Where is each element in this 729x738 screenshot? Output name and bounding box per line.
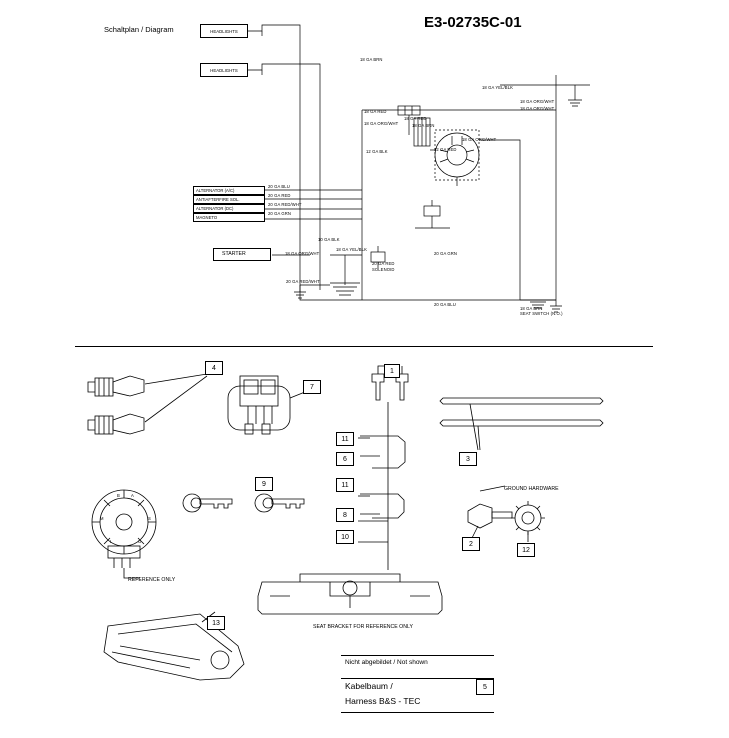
- wire-callout-17: 20 GA RED: [372, 261, 395, 266]
- callout-12[interactable]: 12: [517, 543, 535, 557]
- not-shown-header: Nicht abgebildet / Not shown: [345, 659, 428, 666]
- wire-label-alt-ac: 20 GA BLU: [268, 184, 290, 189]
- headlight-box-2: HEADLIGHTS: [200, 63, 248, 77]
- wire-callout-16: 20 GA RED/WHT: [286, 279, 320, 284]
- wire-callout-9: 18 GA ORG/WHT: [462, 137, 497, 142]
- callout-1[interactable]: 1: [384, 364, 400, 378]
- wire-callout-13: 18 GA ORG/WHT: [285, 251, 320, 256]
- callout-6[interactable]: 6: [336, 452, 354, 466]
- callout-3[interactable]: 3: [459, 452, 477, 466]
- wire-callout-3: 18 GA ORG/WHT: [520, 99, 555, 104]
- callout-11-lower[interactable]: 11: [336, 478, 354, 492]
- wire-label-magneto: 20 GA GRN: [268, 211, 292, 216]
- callout-9[interactable]: 9: [255, 477, 273, 491]
- wire-callout-4: 18 GA ORG/WHT: [520, 106, 555, 111]
- wire-callout-18: 20 GA BLU: [434, 302, 456, 307]
- terminal-alternator-dc: ALTERNATOR (DC): [193, 204, 265, 213]
- wire-callout-5: 18 GA RED: [364, 109, 387, 114]
- wire-callout-8: 18 GA ORG/WHT: [364, 121, 399, 126]
- reference-only-label: REFERENCE ONLY: [128, 577, 176, 583]
- callout-13[interactable]: 13: [207, 616, 225, 630]
- callout-10[interactable]: 10: [336, 530, 354, 544]
- wire-callout-11: 12 GA BLK: [366, 149, 388, 154]
- switch-terminal-a: A: [131, 493, 134, 498]
- switch-terminal-m: M: [100, 516, 104, 521]
- callout-7[interactable]: 7: [303, 380, 321, 394]
- terminal-alternator-ac: ALTERNATOR (A/C): [193, 186, 265, 195]
- wiring-schematic: [0, 0, 729, 340]
- callout-5[interactable]: 5: [476, 679, 494, 695]
- terminal-antiafterfire: ANTIAFTERFIRE SOL.: [193, 195, 265, 204]
- switch-terminal-g: G: [138, 539, 142, 544]
- callout-8[interactable]: 8: [336, 508, 354, 522]
- diagram-label: Schaltplan / Diagram: [104, 25, 174, 34]
- wire-callout-1: 18 GA BRN: [360, 57, 383, 62]
- seat-bracket-label: SEAT BRACKET FOR REFERENCE ONLY: [313, 624, 413, 630]
- wire-label-alt-dc: 20 GA RED/WHT: [268, 202, 302, 207]
- wire-label-antiafterfire: 20 GA RED: [268, 193, 291, 198]
- wire-callout-14: 18 GA YEL/BLK: [336, 247, 368, 252]
- switch-terminal-s: S: [148, 516, 151, 521]
- switch-terminal-l: L: [110, 539, 113, 544]
- schematic-note-solenoid: SOLENOID: [372, 267, 395, 272]
- part-number-title: E3-02735C-01: [424, 14, 522, 31]
- callout-4[interactable]: 4: [205, 361, 223, 375]
- wire-callout-19: 18 GA BRN: [520, 306, 543, 311]
- starter-label: STARTER: [222, 251, 246, 257]
- callout-2[interactable]: 2: [462, 537, 480, 551]
- wire-callout-2: 18 GA YEL/BLK: [482, 85, 514, 90]
- wire-callout-12: 10 GA BLK: [318, 237, 340, 242]
- terminal-magneto: MAGNETO: [193, 213, 265, 222]
- not-shown-line1: Kabelbaum /: [345, 681, 393, 691]
- wire-callout-7: 18 GA BRN: [412, 123, 435, 128]
- wire-callout-10: 12 GA RED: [434, 147, 457, 152]
- headlight-box-1: HEADLIGHTS: [200, 24, 248, 38]
- callout-11-upper[interactable]: 11: [336, 432, 354, 446]
- schematic-note-seat-switch: SEAT SWITCH (N.O.): [520, 311, 563, 316]
- ground-hardware-label: GROUND HARDWARE: [504, 486, 559, 492]
- not-shown-line2: Harness B&S - TEC: [345, 696, 421, 706]
- wire-callout-6: 18 GA RED: [404, 116, 427, 121]
- switch-terminal-b: B: [117, 493, 120, 498]
- wire-callout-15: 20 GA GRN: [434, 251, 458, 256]
